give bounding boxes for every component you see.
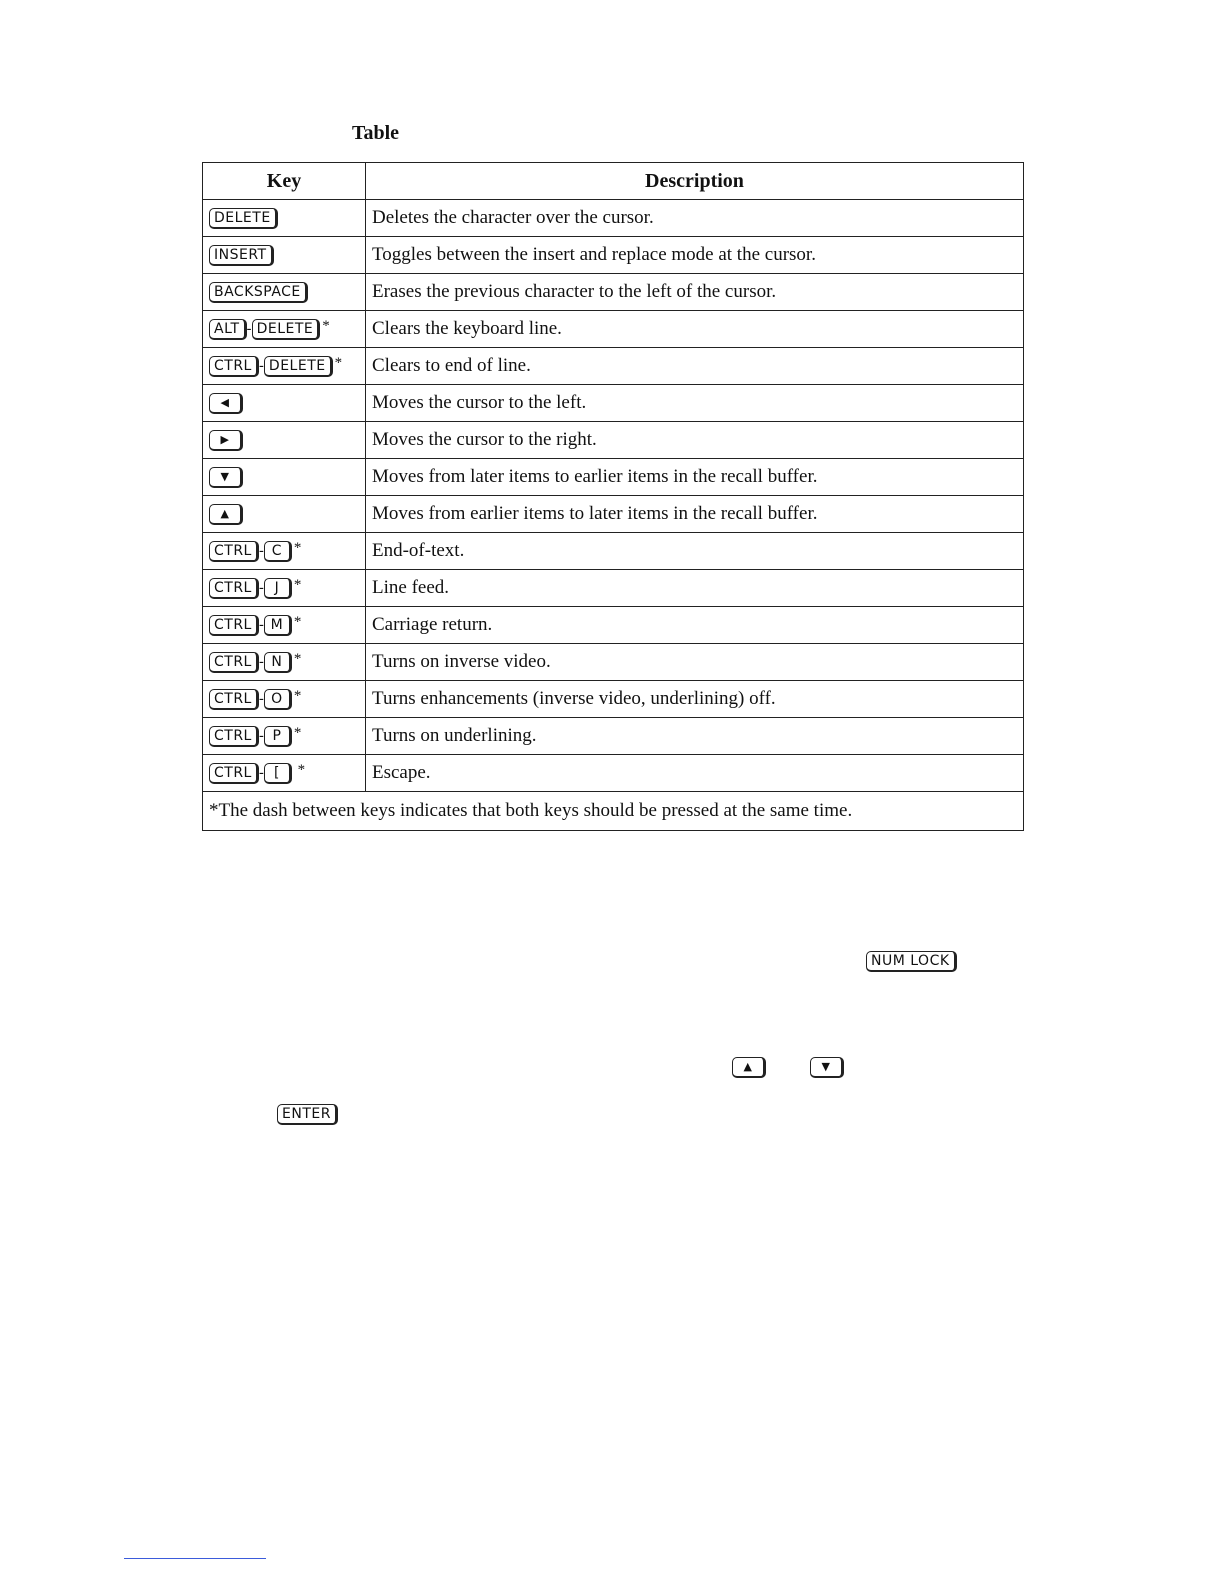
table-caption: Table	[352, 122, 400, 144]
key-dash: -	[258, 691, 264, 708]
footnote-marker: *	[322, 317, 330, 334]
keycap: CTRL	[209, 726, 259, 747]
keycap: DELETE	[209, 208, 278, 229]
down-arrow-key: ▼	[810, 1057, 844, 1078]
description-column-header: Description	[366, 163, 1024, 200]
keycap: INSERT	[209, 245, 274, 266]
footnote-marker: *	[334, 354, 343, 371]
key-cell	[203, 237, 366, 274]
key-cell	[203, 644, 366, 681]
key-dash: -	[258, 654, 264, 671]
key-cell	[203, 311, 366, 348]
num-lock-key: NUM LOCK	[866, 951, 957, 972]
description-cell: Moves from earlier items to later items in the recall buffer.	[366, 496, 1024, 533]
description-cell: Clears the keyboard line.	[366, 311, 1024, 348]
footnote: *The dash between keys indicates that both keys should be pressed at the same time.	[203, 792, 1024, 831]
table-row	[203, 200, 1024, 237]
description-cell: Line feed.	[366, 570, 1024, 607]
keycap: O	[264, 689, 292, 710]
keycap: ▲	[209, 504, 243, 525]
key-cell	[203, 496, 366, 533]
footnote-marker: *	[293, 539, 302, 556]
description-cell: Deletes the character over the cursor.	[366, 200, 1024, 237]
table-row	[203, 755, 1024, 792]
keycap: [	[264, 763, 292, 784]
table-row	[203, 459, 1024, 496]
key-dash: -	[258, 617, 264, 634]
key-cell	[203, 755, 366, 792]
key-dash: -	[258, 543, 264, 560]
keycap: CTRL	[209, 615, 259, 636]
key-cell	[203, 422, 366, 459]
description-cell: End-of-text.	[366, 533, 1024, 570]
keycap: BACKSPACE	[209, 282, 308, 303]
description-cell: Moves the cursor to the right.	[366, 422, 1024, 459]
table-header-row	[203, 163, 1024, 200]
footnote-marker: *	[293, 576, 302, 593]
key-cell	[203, 200, 366, 237]
key-cell	[203, 681, 366, 718]
description-cell: Escape.	[366, 755, 1024, 792]
keycap: CTRL	[209, 652, 259, 673]
keycap: CTRL	[209, 541, 259, 562]
key-cell	[203, 607, 366, 644]
keycap: ▼	[209, 467, 243, 488]
key-cell	[203, 348, 366, 385]
footnote-marker: *	[293, 613, 302, 630]
key-dash: -	[258, 765, 264, 782]
table-row	[203, 311, 1024, 348]
keycap: M	[264, 615, 292, 636]
description-cell: Moves the cursor to the left.	[366, 385, 1024, 422]
key-cell	[203, 570, 366, 607]
key-column-header: Key	[203, 163, 366, 200]
key-cell	[203, 533, 366, 570]
table-row	[203, 681, 1024, 718]
footnote-marker: *	[293, 724, 302, 741]
table-row	[203, 533, 1024, 570]
footnote-marker: *	[293, 687, 302, 704]
description-cell: Turns on inverse video.	[366, 644, 1024, 681]
key-dash: -	[246, 321, 252, 338]
keycap: C	[264, 541, 292, 562]
description-cell: Erases the previous character to the left of the cursor.	[366, 274, 1024, 311]
keycap: CTRL	[209, 689, 259, 710]
table-row	[203, 385, 1024, 422]
description-cell: Clears to end of line.	[366, 348, 1024, 385]
table-row	[203, 237, 1024, 274]
keycap: DELETE	[264, 356, 333, 377]
table-row	[203, 496, 1024, 533]
key-cell	[203, 274, 366, 311]
up-arrow-key: ▲	[732, 1057, 766, 1078]
keycap: CTRL	[209, 356, 259, 377]
keycap: DELETE	[252, 319, 321, 340]
key-cell	[203, 385, 366, 422]
key-cell	[203, 459, 366, 496]
keycap: CTRL	[209, 763, 259, 784]
table-row	[203, 348, 1024, 385]
footnote-marker: *	[293, 650, 302, 667]
keycap: P	[264, 726, 292, 747]
footnote-row	[203, 792, 1024, 831]
description-cell: Carriage return.	[366, 607, 1024, 644]
table-body	[203, 200, 1024, 792]
key-cell	[203, 718, 366, 755]
table-row	[203, 718, 1024, 755]
description-cell: Toggles between the insert and replace mode at the cursor.	[366, 237, 1024, 274]
keycap: ◀	[209, 393, 243, 414]
keycap: ▶	[209, 430, 243, 451]
keycap: ALT	[209, 319, 247, 340]
key-dash: -	[258, 580, 264, 597]
footnote-rule	[124, 1558, 266, 1559]
key-table	[202, 162, 1024, 831]
keycap: J	[264, 578, 292, 599]
description-cell: Moves from later items to earlier items in the recall buffer.	[366, 459, 1024, 496]
keycap: N	[264, 652, 292, 673]
description-cell: Turns enhancements (inverse video, underlining) off.	[366, 681, 1024, 718]
enter-key: ENTER	[277, 1104, 338, 1125]
table-row	[203, 274, 1024, 311]
description-cell: Turns on underlining.	[366, 718, 1024, 755]
key-dash: -	[258, 728, 264, 745]
table-row	[203, 570, 1024, 607]
table-row	[203, 607, 1024, 644]
key-dash: -	[258, 358, 264, 375]
table-row	[203, 644, 1024, 681]
table-row	[203, 422, 1024, 459]
footnote-marker: *	[293, 761, 306, 778]
keycap: CTRL	[209, 578, 259, 599]
